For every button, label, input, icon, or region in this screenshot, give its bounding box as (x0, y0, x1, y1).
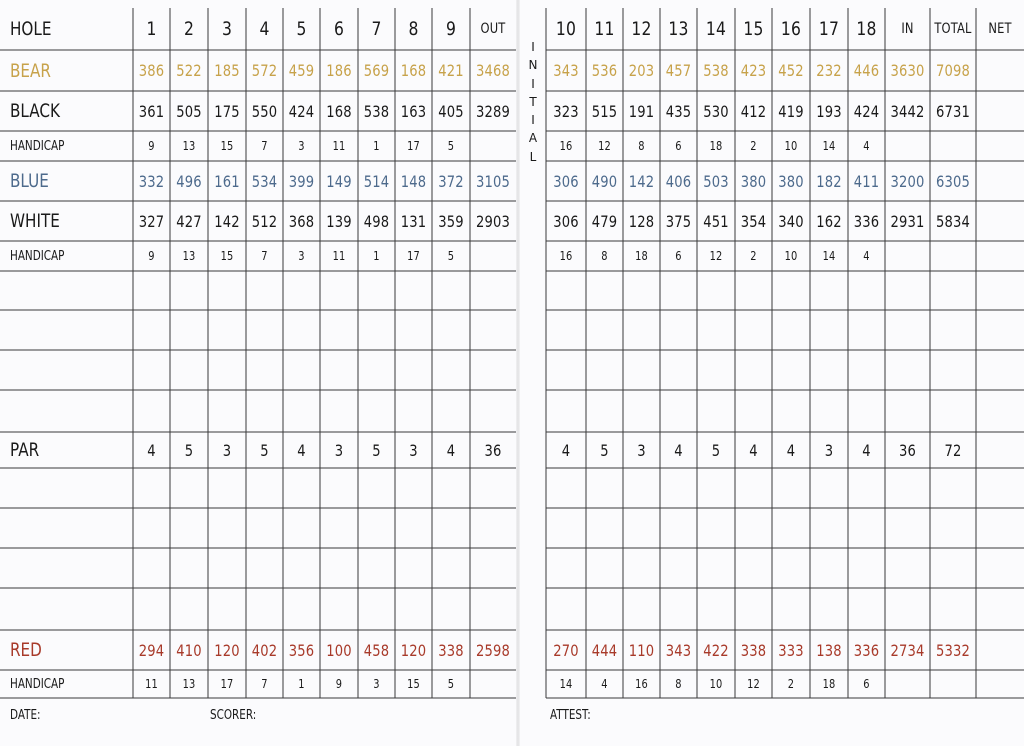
grand-total-cell: 6731 (935, 101, 971, 121)
score-cell: 361 (138, 101, 165, 121)
score-cell: 14 (822, 249, 836, 263)
initial-letter: I (531, 40, 535, 54)
score-cell: 191 (628, 101, 655, 121)
out-total-cell: 3468 (475, 61, 511, 80)
hole-number: 15 (743, 18, 764, 40)
score-cell: 3 (298, 249, 305, 263)
score-cell: 4 (674, 440, 683, 460)
score-cell: 18 (709, 139, 723, 153)
hole-number: 5 (296, 18, 307, 40)
score-cell: 505 (176, 101, 202, 121)
score-cell: 5 (600, 440, 609, 460)
score-cell: 10 (784, 249, 798, 263)
score-cell: 5 (447, 249, 455, 263)
score-cell: 512 (251, 211, 278, 231)
score-cell: 1 (373, 249, 380, 263)
score-cell: 530 (703, 101, 729, 121)
hole-number: 16 (780, 18, 802, 40)
score-cell: 139 (326, 211, 352, 231)
score-cell: 368 (288, 211, 315, 231)
score-cell: 10 (709, 677, 723, 691)
score-cell: 435 (665, 101, 692, 121)
score-cell: 2 (787, 677, 795, 691)
hole-number: 18 (856, 18, 877, 40)
score-cell: 18 (822, 677, 836, 691)
score-cell: 419 (778, 101, 804, 121)
score-cell: 343 (665, 640, 692, 660)
score-cell: 110 (628, 640, 655, 660)
score-cell: 168 (326, 101, 352, 121)
hole-number: 14 (705, 18, 727, 40)
hole-number: 13 (668, 18, 689, 40)
score-cell: 142 (214, 211, 240, 231)
score-cell: 1 (298, 677, 305, 691)
initial-letter: N (528, 58, 538, 73)
score-cell: 12 (709, 249, 723, 263)
row-label-par: PAR (10, 439, 40, 461)
score-cell: 11 (332, 249, 346, 263)
score-cell: 423 (740, 61, 767, 80)
score-cell: 451 (703, 211, 729, 231)
score-cell: 193 (816, 101, 842, 121)
row-label-handicap: HANDICAP (10, 676, 65, 692)
out-total-cell: 2598 (475, 640, 511, 660)
score-cell: 2 (750, 139, 757, 153)
score-cell: 8 (638, 139, 645, 153)
score-cell: 17 (407, 249, 420, 263)
initial-letter: I (531, 113, 535, 128)
score-cell: 186 (326, 61, 352, 80)
score-cell: 4 (862, 440, 871, 460)
score-cell: 4 (561, 440, 571, 460)
score-cell: 3 (409, 440, 418, 460)
score-cell: 5 (447, 677, 455, 691)
score-cell: 4 (147, 440, 156, 460)
score-cell: 4 (863, 249, 870, 263)
score-cell: 399 (288, 171, 315, 191)
score-cell: 421 (438, 61, 464, 80)
score-cell: 1 (373, 139, 380, 153)
score-cell: 356 (288, 640, 315, 660)
out-total-cell: 2903 (475, 211, 511, 231)
out-header: OUT (480, 21, 506, 37)
score-cell: 8 (675, 677, 682, 691)
score-cell: 18 (635, 249, 648, 263)
score-cell: 12 (598, 139, 611, 153)
score-cell: 405 (438, 101, 464, 121)
score-cell: 503 (703, 171, 729, 191)
hole-number: 11 (594, 18, 615, 40)
row-label-blue: BLUE (10, 170, 49, 192)
score-cell: 14 (822, 139, 836, 153)
hole-number: 3 (221, 18, 233, 40)
score-cell: 412 (740, 101, 767, 121)
in-total-cell: 36 (898, 440, 917, 460)
score-cell: 100 (326, 640, 352, 660)
score-cell: 148 (400, 171, 427, 191)
hole-number: 2 (183, 18, 195, 40)
row-label-red: RED (10, 639, 42, 661)
score-cell: 534 (251, 171, 278, 191)
score-cell: 343 (553, 61, 579, 80)
score-cell: 6 (675, 139, 682, 153)
score-cell: 402 (251, 640, 278, 660)
score-cell: 3 (222, 440, 232, 460)
score-cell: 569 (363, 61, 390, 80)
in-total-cell: 3442 (890, 101, 925, 121)
hole-header-label: HOLE (10, 18, 52, 40)
score-cell: 10 (784, 139, 798, 153)
in-header: IN (901, 21, 914, 37)
score-cell: 4 (863, 139, 870, 153)
score-cell: 131 (400, 211, 427, 231)
score-cell: 336 (853, 640, 880, 660)
score-cell: 2 (750, 249, 757, 263)
score-cell: 294 (138, 640, 165, 660)
score-cell: 515 (591, 101, 618, 121)
score-cell: 3 (334, 440, 344, 460)
grand-total-cell: 6305 (935, 171, 971, 191)
in-total-cell: 3630 (890, 61, 925, 80)
row-label-handicap: HANDICAP (10, 138, 65, 154)
score-cell: 4 (446, 440, 456, 460)
score-cell: 6 (863, 677, 870, 691)
score-cell: 232 (816, 61, 842, 80)
score-cell: 13 (182, 249, 196, 263)
score-cell: 538 (703, 61, 729, 80)
initial-letter: L (529, 149, 537, 164)
hole-number: 6 (333, 18, 345, 40)
score-cell: 496 (176, 171, 202, 191)
score-cell: 446 (853, 61, 880, 80)
score-cell: 168 (400, 61, 427, 80)
score-cell: 17 (220, 677, 234, 691)
score-cell: 375 (665, 211, 692, 231)
scorer-label: SCORER: (210, 708, 257, 723)
score-cell: 410 (176, 640, 202, 660)
score-cell: 7 (261, 249, 268, 263)
score-cell: 380 (778, 171, 804, 191)
row-label-handicap: HANDICAP (10, 248, 65, 264)
score-cell: 161 (214, 171, 240, 191)
score-cell: 327 (138, 211, 165, 231)
score-cell: 15 (220, 139, 234, 153)
score-cell: 306 (553, 211, 579, 231)
score-cell: 424 (288, 101, 315, 121)
in-total-cell: 3200 (890, 171, 925, 191)
score-cell: 427 (176, 211, 202, 231)
score-cell: 15 (407, 677, 420, 691)
score-cell: 514 (363, 171, 390, 191)
score-cell: 538 (363, 101, 390, 121)
score-cell: 5 (447, 139, 455, 153)
score-cell: 444 (591, 640, 618, 660)
score-cell: 203 (628, 61, 655, 80)
row-label-black: BLACK (10, 100, 60, 122)
score-cell: 120 (400, 640, 427, 660)
hole-number: 8 (408, 18, 419, 40)
score-cell: 7 (261, 139, 268, 153)
score-cell: 120 (214, 640, 240, 660)
score-cell: 16 (559, 139, 573, 153)
score-cell: 182 (816, 171, 842, 191)
score-cell: 3 (637, 440, 646, 460)
score-cell: 340 (778, 211, 804, 231)
date-label: DATE: (10, 708, 41, 723)
score-cell: 522 (176, 61, 202, 80)
score-cell: 386 (138, 61, 165, 80)
score-cell: 306 (553, 171, 579, 191)
score-cell: 9 (335, 677, 343, 691)
score-cell: 458 (363, 640, 390, 660)
score-cell: 13 (182, 677, 196, 691)
score-cell: 323 (553, 101, 579, 121)
hole-number: 10 (555, 18, 577, 40)
score-cell: 12 (747, 677, 760, 691)
score-cell: 185 (214, 61, 240, 80)
score-cell: 424 (853, 101, 880, 121)
score-cell: 354 (740, 211, 767, 231)
score-cell: 411 (853, 171, 880, 191)
score-cell: 138 (816, 640, 842, 660)
score-cell: 9 (148, 139, 155, 153)
score-cell: 5 (260, 440, 269, 460)
grand-total-cell: 5332 (935, 640, 971, 660)
score-cell: 5 (372, 440, 381, 460)
score-cell: 17 (407, 139, 420, 153)
out-total-cell: 36 (484, 440, 502, 460)
hole-number: 7 (371, 18, 382, 40)
total-header: TOTAL (934, 21, 972, 37)
score-cell: 11 (332, 139, 346, 153)
score-cell: 16 (559, 249, 573, 263)
score-cell: 175 (214, 101, 240, 121)
score-cell: 457 (665, 61, 692, 80)
row-label-bear: BEAR (10, 59, 51, 82)
score-cell: 4 (786, 440, 796, 460)
initial-letter: A (528, 131, 538, 146)
hole-number: 9 (445, 18, 457, 40)
score-cell: 5 (711, 440, 721, 460)
score-cell: 270 (553, 640, 579, 660)
out-total-cell: 3289 (475, 101, 511, 121)
score-cell: 4 (749, 440, 758, 460)
score-cell: 372 (438, 171, 464, 191)
score-cell: 452 (778, 61, 804, 80)
score-cell: 572 (251, 61, 278, 80)
score-cell: 3 (298, 139, 305, 153)
score-cell: 15 (220, 249, 234, 263)
score-cell: 380 (740, 171, 767, 191)
score-cell: 14 (559, 677, 573, 691)
score-cell: 9 (148, 249, 155, 263)
score-cell: 16 (635, 677, 648, 691)
score-cell: 338 (438, 640, 464, 660)
score-cell: 359 (438, 211, 464, 231)
score-cell: 142 (628, 171, 655, 191)
score-cell: 128 (628, 211, 655, 231)
grand-total-cell: 7098 (935, 61, 971, 80)
score-cell: 550 (251, 101, 278, 121)
hole-number: 12 (631, 18, 652, 40)
row-label-white: WHITE (10, 210, 60, 232)
score-cell: 3 (373, 677, 380, 691)
score-cell: 4 (297, 440, 306, 460)
out-total-cell: 3105 (475, 171, 511, 191)
hole-number: 1 (146, 18, 157, 40)
score-cell: 422 (703, 640, 729, 660)
score-cell: 338 (740, 640, 767, 660)
attest-label: ATTEST: (550, 708, 591, 723)
initial-column-label (520, 38, 546, 166)
score-cell: 7 (261, 677, 268, 691)
net-header: NET (988, 21, 1012, 37)
score-cell: 406 (665, 171, 692, 191)
score-cell: 333 (778, 640, 804, 660)
grand-total-cell: 5834 (935, 211, 971, 231)
score-cell: 459 (288, 61, 315, 80)
score-cell: 163 (400, 101, 427, 121)
score-cell: 479 (591, 211, 618, 231)
score-cell: 536 (591, 61, 618, 80)
score-cell: 490 (591, 171, 618, 191)
in-total-cell: 2931 (890, 211, 925, 231)
initial-letter: I (531, 76, 535, 91)
score-cell: 498 (363, 211, 390, 231)
score-cell: 6 (675, 249, 682, 263)
score-cell: 8 (601, 249, 608, 263)
score-cell: 5 (184, 440, 194, 460)
grand-total-cell: 72 (944, 440, 962, 460)
score-cell: 13 (182, 139, 196, 153)
hole-number: 17 (818, 18, 840, 40)
hole-number: 4 (259, 18, 270, 40)
score-cell: 162 (816, 211, 842, 231)
score-cell: 3 (824, 440, 834, 460)
score-cell: 332 (138, 171, 165, 191)
score-cell: 11 (145, 677, 158, 691)
in-total-cell: 2734 (890, 640, 925, 660)
score-cell: 149 (326, 171, 352, 191)
score-cell: 4 (601, 677, 608, 691)
initial-letter: T (529, 94, 537, 109)
score-cell: 336 (853, 211, 880, 231)
